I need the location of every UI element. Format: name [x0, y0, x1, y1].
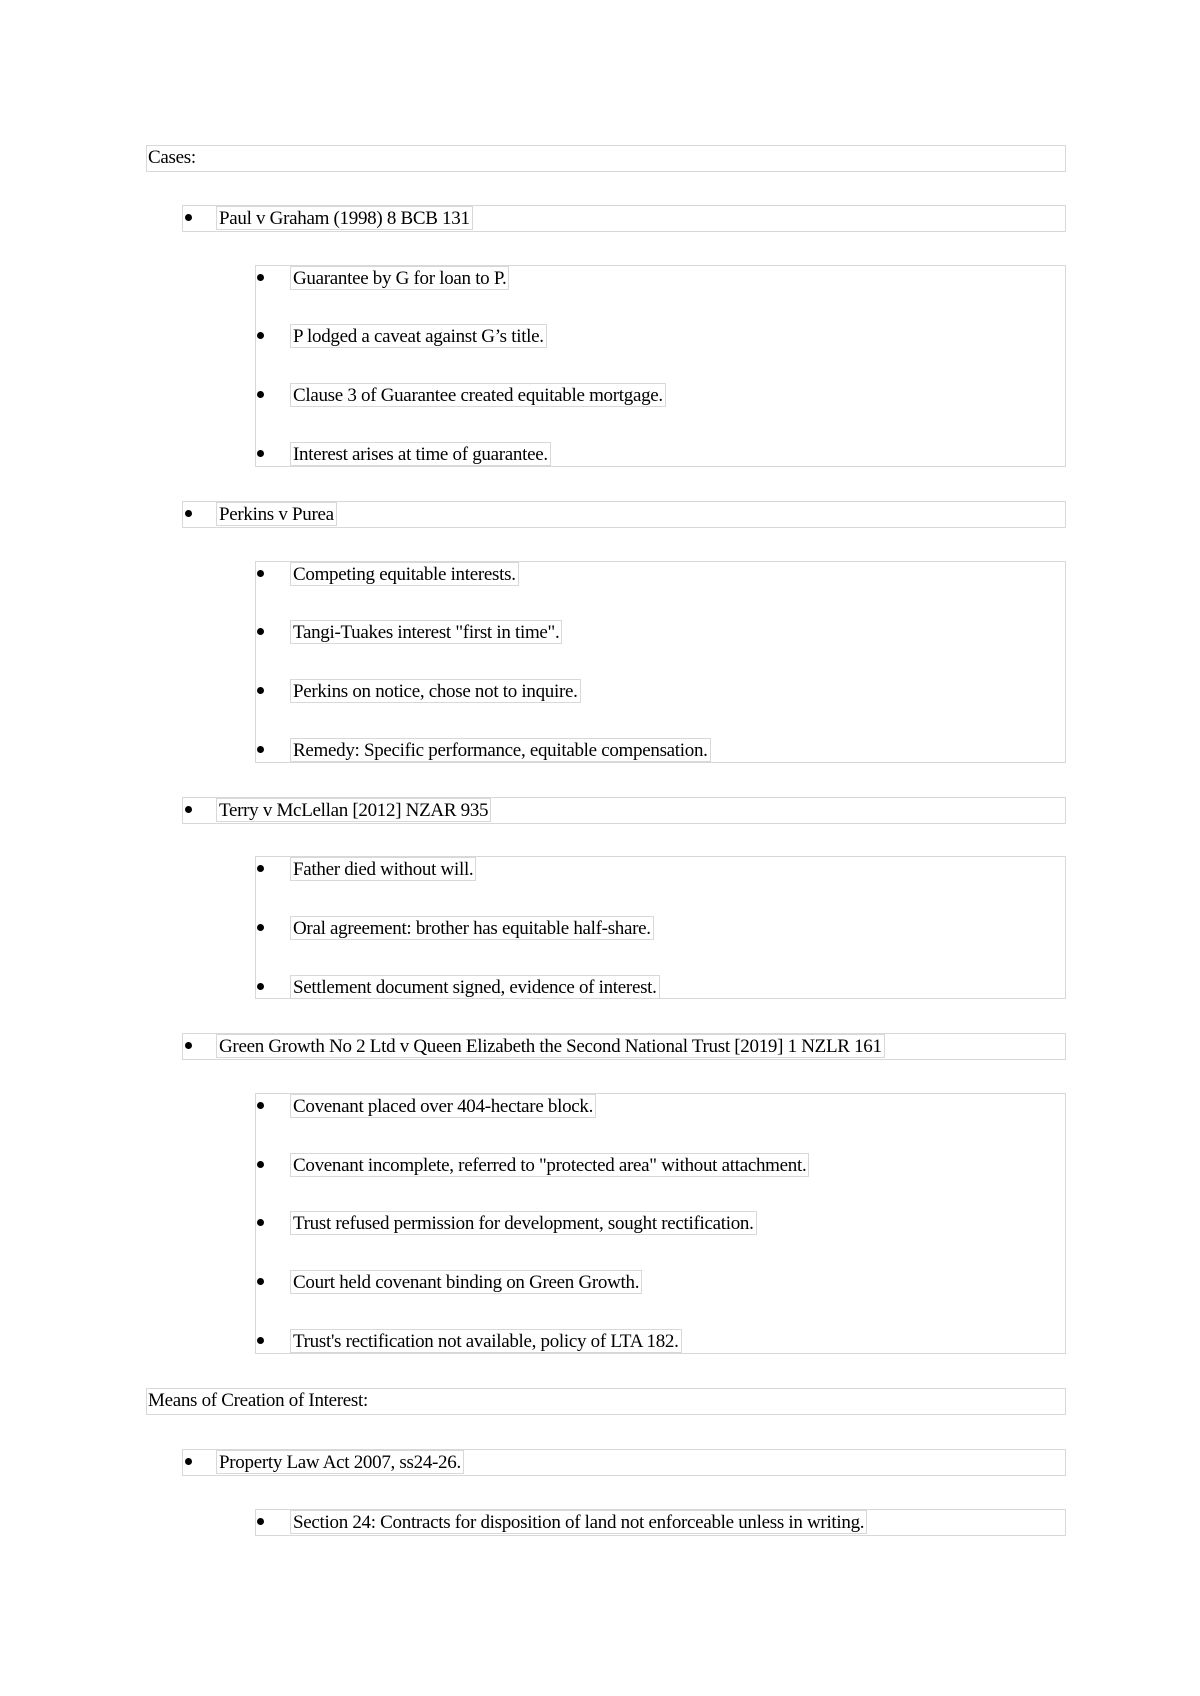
bullet-icon [185, 1042, 192, 1049]
bullet-icon [257, 1278, 264, 1285]
case-point: Trust's rectification not available, policy of LTA 182. [290, 1329, 682, 1353]
case-point: Trust refused permission for development, sought rectification. [290, 1211, 757, 1235]
case-points-box [255, 265, 1066, 467]
case-point: Interest arises at time of guarantee. [290, 442, 551, 466]
bullet-icon [257, 274, 264, 281]
case-title: Green Growth No 2 Ltd v Queen Elizabeth the Second National Trust [2019] 1 NZLR 161 [216, 1034, 885, 1058]
bullet-icon [257, 983, 264, 990]
case-points-box [255, 561, 1066, 763]
case-point: P lodged a caveat against G’s title. [290, 324, 547, 348]
case-point: Covenant incomplete, referred to "protected area" without attachment. [290, 1153, 809, 1177]
case-point: Remedy: Specific performance, equitable compensation. [290, 738, 711, 762]
bullet-icon [257, 570, 264, 577]
bullet-icon [257, 1337, 264, 1344]
bullet-icon [257, 865, 264, 872]
case-point: Guarantee by G for loan to P. [290, 266, 509, 290]
case-title: Paul v Graham (1998) 8 BCB 131 [216, 206, 473, 230]
case-point: Oral agreement: brother has equitable half-share. [290, 916, 654, 940]
bullet-icon [185, 214, 192, 221]
bullet-icon [185, 806, 192, 813]
case-point: Section 24: Contracts for disposition of land not enforceable unless in writing. [290, 1510, 867, 1534]
section-heading: Cases: [148, 147, 196, 168]
bullet-icon [257, 924, 264, 931]
bullet-icon [257, 1102, 264, 1109]
case-point: Father died without will. [290, 857, 476, 881]
bullet-icon [257, 1518, 264, 1525]
bullet-icon [257, 746, 264, 753]
bullet-icon [257, 1161, 264, 1168]
case-point: Clause 3 of Guarantee created equitable mortgage. [290, 383, 666, 407]
case-point: Tangi-Tuakes interest "first in time". [290, 620, 562, 644]
case-title: Terry v McLellan [2012] NZAR 935 [216, 798, 491, 822]
bullet-icon [257, 332, 264, 339]
case-point: Perkins on notice, chose not to inquire. [290, 679, 581, 703]
bullet-icon [257, 1219, 264, 1226]
case-title: Perkins v Purea [216, 502, 337, 526]
case-point: Covenant placed over 404-hectare block. [290, 1094, 596, 1118]
case-point: Court held covenant binding on Green Growth. [290, 1270, 642, 1294]
bullet-icon [257, 391, 264, 398]
bullet-icon [185, 510, 192, 517]
bullet-icon [257, 450, 264, 457]
bullet-icon [257, 628, 264, 635]
bullet-icon [257, 687, 264, 694]
section-heading: Means of Creation of Interest: [148, 1390, 368, 1411]
case-title: Property Law Act 2007, ss24-26. [216, 1450, 464, 1474]
case-point: Competing equitable interests. [290, 562, 519, 586]
section-heading-box [146, 145, 1066, 172]
bullet-icon [185, 1458, 192, 1465]
case-point: Settlement document signed, evidence of interest. [290, 975, 660, 999]
